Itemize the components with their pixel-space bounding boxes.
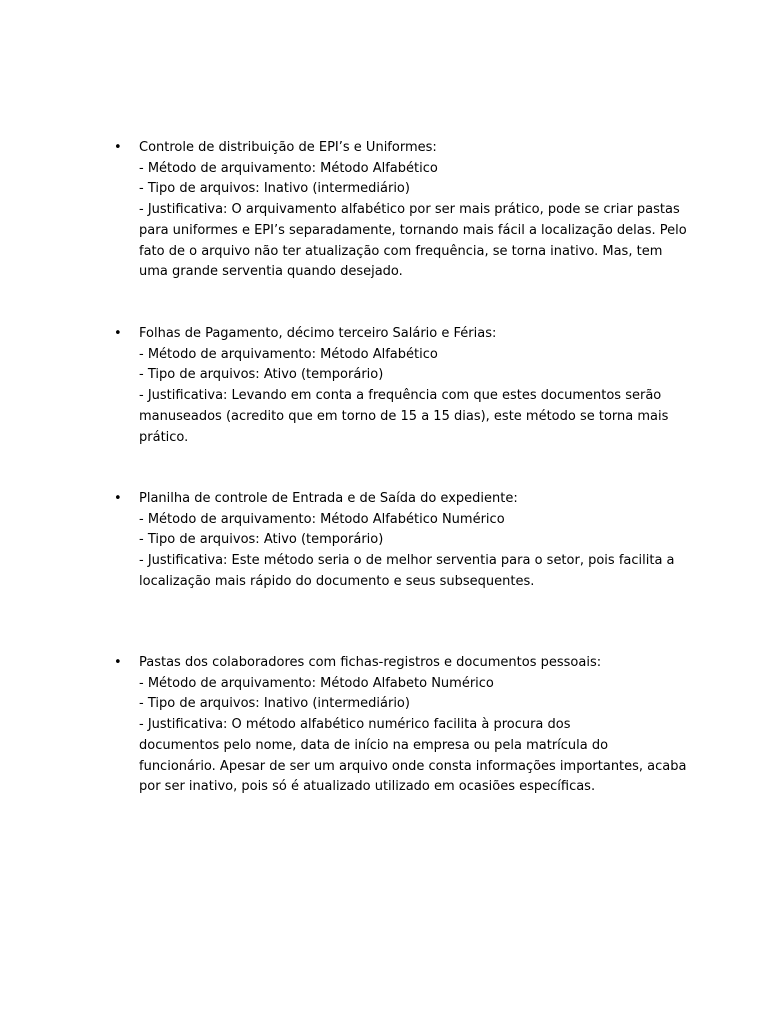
item-line: - Método de arquivamento: Método Alfabeto Numérico xyxy=(139,675,494,691)
item-line: uma grande serventia quando desejado. xyxy=(139,264,403,280)
list-item xyxy=(114,324,669,448)
item-line: - Método de arquivamento: Método Alfabético Numérico xyxy=(139,511,505,527)
bullet-icon: • xyxy=(114,655,122,670)
item-line: - Tipo de arquivos: Ativo (temporário) xyxy=(139,532,384,548)
item-line: localização mais rápido do documento e seus subsequentes. xyxy=(139,573,535,589)
item-line: - Método de arquivamento: Método Alfabético xyxy=(139,346,438,362)
item-title: Controle de distribuição de EPI’s e Uniformes: xyxy=(139,140,437,155)
item-title: Folhas de Pagamento, décimo terceiro Salário e Férias: xyxy=(139,326,497,341)
item-line: - Justificativa: Este método seria o de melhor serventia para o setor, pois facilita a xyxy=(139,553,675,569)
item-line: - Justificativa: O arquivamento alfabético por ser mais prático, pode se criar pastas xyxy=(139,202,680,218)
item-line: para uniformes e EPI’s separadamente, tornando mais fácil a localização delas. Pelo xyxy=(139,222,687,238)
list-item xyxy=(114,653,687,798)
bullet-icon: • xyxy=(114,140,122,155)
item-title: Planilha de controle de Entrada e de Saída do expediente: xyxy=(139,491,518,506)
bullet-icon: • xyxy=(114,326,122,341)
item-line: funcionário. Apesar de ser um arquivo onde consta informações importantes, acaba xyxy=(139,758,687,774)
bullet-icon: • xyxy=(114,491,122,506)
item-line: documentos pelo nome, data de início na empresa ou pela matrícula do xyxy=(139,737,609,753)
item-title: Pastas dos colaboradores com fichas-registros e documentos pessoais: xyxy=(139,655,602,670)
item-line: fato de o arquivo não ter atualização com frequência, se torna inativo. Mas, tem xyxy=(139,243,663,259)
item-line: por ser inativo, pois só é atualizado utilizado em ocasiões específicas. xyxy=(139,779,596,795)
item-line: - Tipo de arquivos: Inativo (intermediário) xyxy=(139,181,410,197)
item-line: - Tipo de arquivos: Ativo (temporário) xyxy=(139,367,384,383)
item-line: prático. xyxy=(139,429,189,445)
item-line: manuseados (acredito que em torno de 15 a 15 dias), este método se torna mais xyxy=(139,408,669,424)
item-line: - Justificativa: O método alfabético numérico facilita à procura dos xyxy=(139,717,571,733)
item-line: - Justificativa: Levando em conta a frequência com que estes documentos serão xyxy=(139,388,662,404)
item-line: - Tipo de arquivos: Inativo (intermediário) xyxy=(139,696,410,712)
item-line: - Método de arquivamento: Método Alfabético xyxy=(139,160,438,176)
list-item xyxy=(114,138,687,283)
list-item xyxy=(114,489,675,593)
